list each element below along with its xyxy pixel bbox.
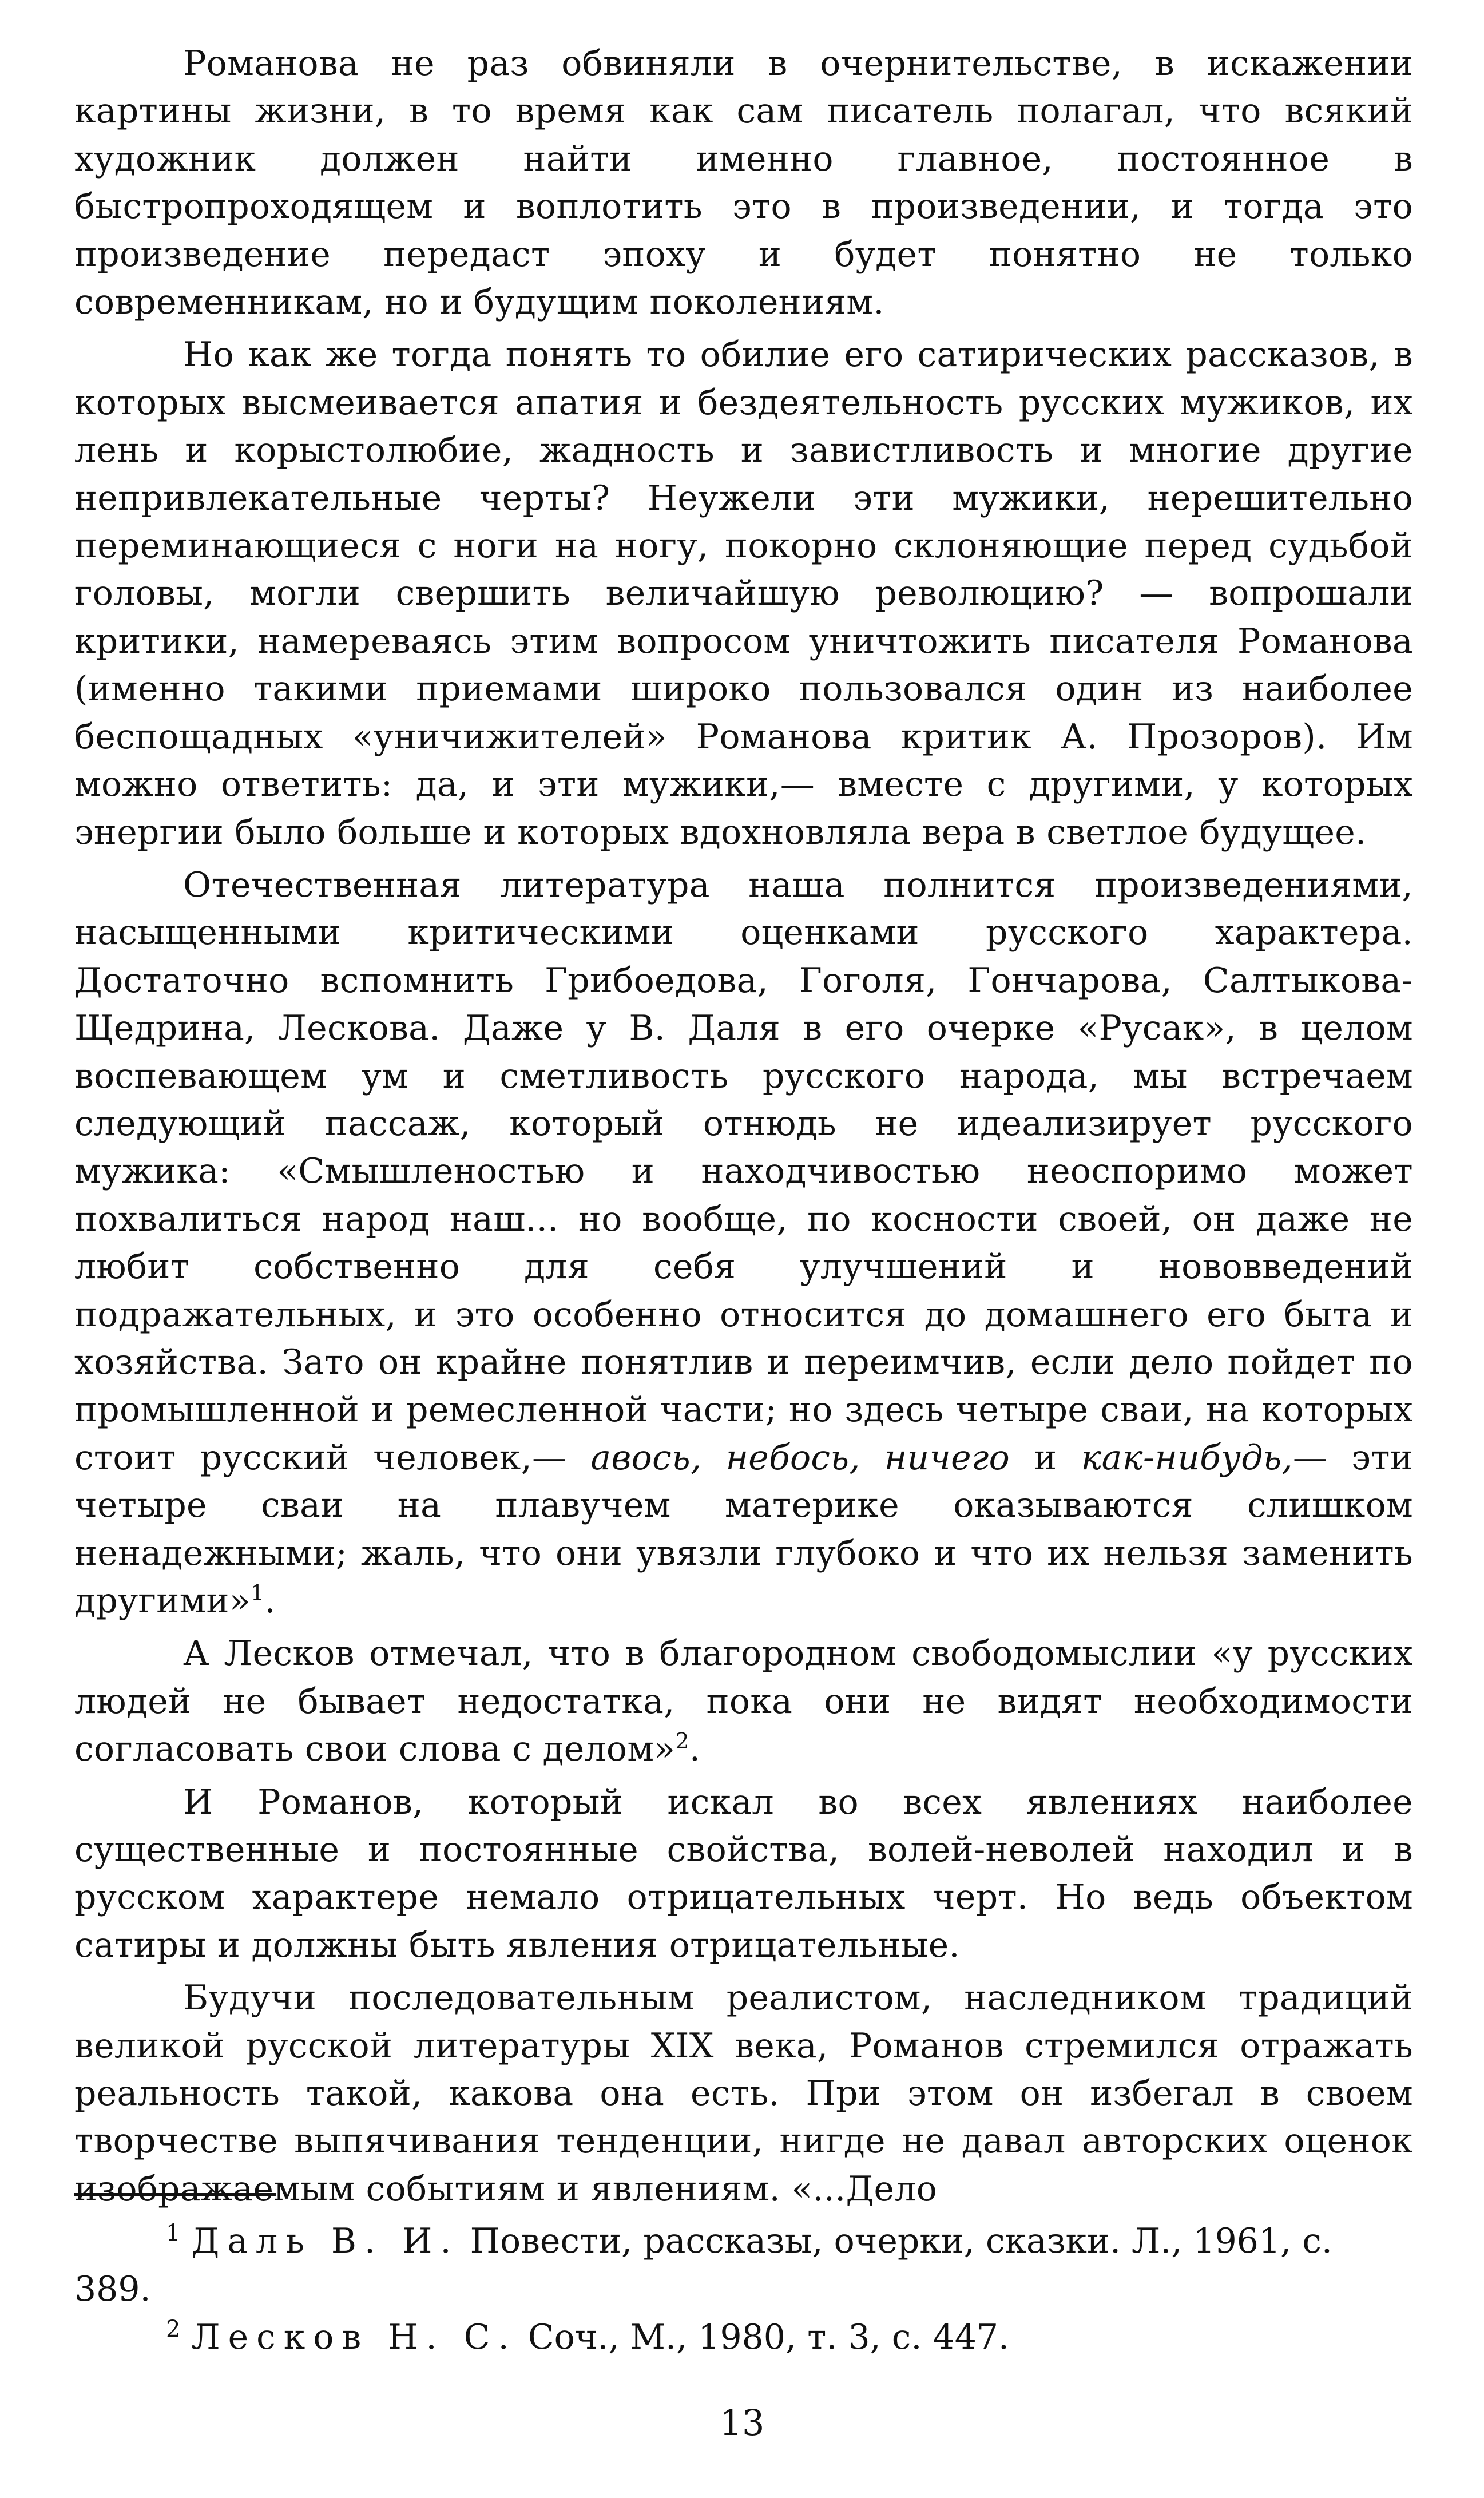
italic-phrase: авось, небось, ничего: [590, 1437, 1010, 1478]
main-text: [74, 40, 1413, 2213]
footnote-2: [74, 2313, 1413, 2361]
footnote-author: Даль В. И.: [191, 2221, 459, 2261]
footnote-divider: [74, 2193, 276, 2196]
page-number: 13: [719, 2402, 765, 2444]
footnote-reference-2: 2: [675, 1728, 689, 1754]
footnote-author: Лесков Н. С.: [191, 2317, 517, 2357]
paragraph-2: Но как же тогда понять то обилие его сатирических рассказов, в которых высмеивается апатия и бездеятельность русских мужиков, их лень и корыстолюбие, жадность и завистливость и многие другие непривлекательные черты? Неужели эти мужики, нерешительно переминающиеся с ноги на ногу, покорно склоняющие перед судьбой головы, могли свершить величайшую революцию? — вопрошали критики, намереваясь этим вопросом уничтожить писателя Романова (именно такими приемами широко пользовался один из наиболее беспощадных «уничижителей» Романова критик А. Прозоров). Им можно ответить: да, и эти мужики,— вместе с другими, у которых энергии было больше и которых вдохновляла вера в светлое будущее.: [74, 335, 1413, 853]
paragraph-5: И Романов, который искал во всех явлениях наиболее существенные и постоянные свойства, волей-неволей находил и в русском характере немало отрицательных черт. Но ведь объектом сатиры и должны быть явления отрицательные.: [74, 1782, 1413, 1965]
paragraph-1: Романова не раз обвиняли в очернительстве, в искажении картины жизни, в то время как сам писатель полагал, что всякий художник должен найти именно главное, постоянное в быстропроходящем и воплотить это в произведении, и тогда это произведение передаст эпоху и будет понятно не только современникам, но и будущим поколениям.: [74, 43, 1413, 323]
footnote-mark: 2: [166, 2316, 181, 2342]
footnote-1: [74, 2217, 1413, 2313]
paragraph-6: Будучи последовательным реалистом, наследником традиций великой русской литературы XIX века, Романов стремился отражать реальность такой, какова она есть. При этом он избегал в своем творчестве выпячивания тенденции, нигде не давал авторских оценок изображаемым событиям и явлениям. «...Дело: [74, 1978, 1413, 2209]
footnote-text: Повести, рассказы, очерки, сказки. Л., 1961, с. 389.: [74, 2221, 1332, 2309]
footnote-reference-1: 1: [250, 1580, 265, 1605]
paragraph-4: [74, 1630, 1413, 1773]
paragraph-3-text: и: [1010, 1437, 1081, 1478]
paragraph-4-text: А Лесков отмечал, что в благородном свободомыслии «у русских людей не бывает недостатка, пока они не видят необходимости согласовать свои слова с делом»: [74, 1633, 1413, 1770]
footnote-text: Соч., М., 1980, т. 3, с. 447.: [517, 2317, 1010, 2357]
paragraph-4-text: .: [689, 1729, 701, 1770]
paragraph-3: [74, 862, 1413, 1625]
footnotes: [74, 2217, 1413, 2361]
footnote-mark: 1: [166, 2220, 181, 2246]
paragraph-3-text: — эти четыре сваи на плавучем материке оказываются слишком ненадежными; жаль, что они увязли глубоко и что их нельзя заменить другими»: [74, 1437, 1413, 1621]
paragraph-3-text: Отечественная литература наша полнится произведениями, насыщенными критическими оценками русского характера. Достаточно вспомнить Грибоедова, Гоголя, Гончарова, Салтыкова-Щедрина, Лескова. Даже у В. Даля в его очерке «Русак», в целом воспевающем ум и сметливость русского народа, мы встречаем следующий пассаж, который отнюдь не идеализирует русского мужика: «Смышленостью и находчивостью неоспоримо может похвалиться народ наш... но вообще, по косности своей, он даже не любит собственно для себя улучшений и нововведений подражательных, и это особенно относится до домашнего его быта и хозяйства. Зато он крайне понятлив и переимчив, если дело пойдет по промышленной и ремесленной части; но здесь четыре сваи, на которых стоит русский человек,—: [74, 865, 1413, 1478]
paragraph-3-text: .: [264, 1581, 276, 1621]
italic-phrase: как-нибудь,: [1081, 1437, 1293, 1478]
